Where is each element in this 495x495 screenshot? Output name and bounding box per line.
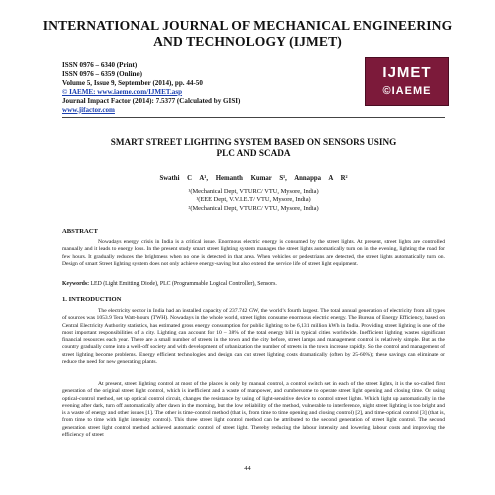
- journal-website-link[interactable]: © IAEME: www.iaeme.com/IJMET.asp: [62, 87, 183, 96]
- paper-title-line2: PLC AND SCADA: [216, 148, 291, 158]
- paper-title-line1: SMART STREET LIGHTING SYSTEM BASED ON SENSORS USING: [110, 137, 397, 147]
- abstract-heading: ABSTRACT: [62, 228, 98, 235]
- journal-title: [0, 18, 495, 50]
- header-divider: [62, 117, 445, 118]
- journal-title-line1: INTERNATIONAL JOURNAL OF MECHANICAL ENGINEERING: [42, 18, 453, 33]
- abstract-text: Nowadays energy crisis in India is a critical issue. Enormous electric energy is consumed by the street lights. At present, street lights are controlled manually and it leads to energy loss. In the present study smart street lighting system manages the street lights automatically turn on in the evening, lighting the road for few hours. It gradually reduces the brightness when no one is detected in that area. When vehicles or pedestrians are detected, the street lights automatically turn on. Design of smart Street lighting system does not only achieve energy-saving but also extend the service life of street light equipment.: [62, 239, 445, 267]
- logo-text-iaeme: ©IAEME: [382, 85, 432, 97]
- introduction-paragraph-1: The electricity sector in India had an installed capacity of 237.742 GW, the world’s fourth largest. The total annual generation of electricity from all types of sources was 1053.9 Tera Watt-hours (TWH). Nowadays in the whole world, street lights consume enormous electric energy. The Bureau of Energy Efficiency, based on Central Electricity Authority statistics, has estimated gross energy consumption for public lighting to be 6,131 million kWh in India. Providing street lighting is one of the most important responsibilities of a city. Lighting can account for 10 – 38% of the total energy bill in typical cities worldwide. Inefficient lighting wastes significant financial resources each year. There are a small number of streets in the town and the city before, street lamps and management control is relatively simple. But as the country gradually come into a well-off society and with development of urbanization the number of streets in the town increase rapidly. So the control and management of street lighting become problems. Energy efficient technologies and design can cut street lighting costs dramatically (often by 25-60%); these savings can eliminate or reduce the need for new generating plants.: [62, 308, 445, 366]
- issn-print: ISSN 0976 – 6340 (Print): [62, 61, 138, 69]
- introduction-paragraph-2: At present, street lighting control at most of the places is only by manual control, a control switch set in each of the street lights, it is the so-called first generation of the original street light control, which is inefficient and a waste of manpower, and cumbersome to operate street light opening and closing time. Or using optical-control method, set up optical control circuit, changes the resistance by using of light-sensitive device to control street lights. Which light up automatically in the evening after dark, turn off automatically after dawn in the morning, but the low reliability of the method, vulnerable to interference, night street lighting is too bright and is a waste of energy and other issues [1]. The other is time-control method (that is, from time to time opening and closing control) [2], and time-optical control [3] (that is, from time to time with light intensity control). This three street light control method can be attributed to the second generation of street light control. The second generation street light control method achieved automatic control of street light. Thereby reducing the labour intensity and lowering labour costs and improving the efficiency of street: [62, 381, 445, 439]
- keywords-label: Keywords:: [62, 281, 90, 287]
- author-list: Swathi C A¹, Hemanth Kumar S¹, Annappa A R²: [159, 175, 348, 182]
- impact-factor: Journal Impact Factor (2014): 7.5377 (Calculated by GISI): [62, 96, 241, 105]
- introduction-heading: 1. INTRODUCTION: [62, 296, 122, 303]
- affiliation-2: ¹(EEE Dept, V.V.I.E.T/ VTU, Mysore, India): [196, 196, 311, 204]
- ijmet-logo: [365, 57, 449, 106]
- logo-text-ijmet: IJMET: [382, 64, 432, 81]
- page-number: 44: [244, 465, 251, 472]
- journal-meta: [62, 61, 342, 114]
- paper-title: [62, 137, 445, 159]
- affiliation-1: ¹(Mechanical Dept, VTURC/ VTU, Mysore, India): [188, 188, 319, 195]
- jifactor-link[interactable]: www.jifactor.com: [62, 105, 115, 114]
- volume-info: Volume 5, Issue 9, September (2014), pp. 44-50: [62, 78, 203, 87]
- keywords: [62, 281, 445, 288]
- affiliation-3: ²(Mechanical Dept, VTURC/ VTU, Mysore, India): [188, 204, 319, 212]
- journal-title-line2: AND TECHNOLOGY (IJMET): [153, 34, 342, 49]
- keywords-text: LED (Light Emitting Diode), PLC (Programmable Logical Controller), Sensors.: [89, 281, 277, 287]
- issn-online: ISSN 0976 – 6359 (Online): [62, 69, 143, 78]
- affiliations: [62, 188, 445, 213]
